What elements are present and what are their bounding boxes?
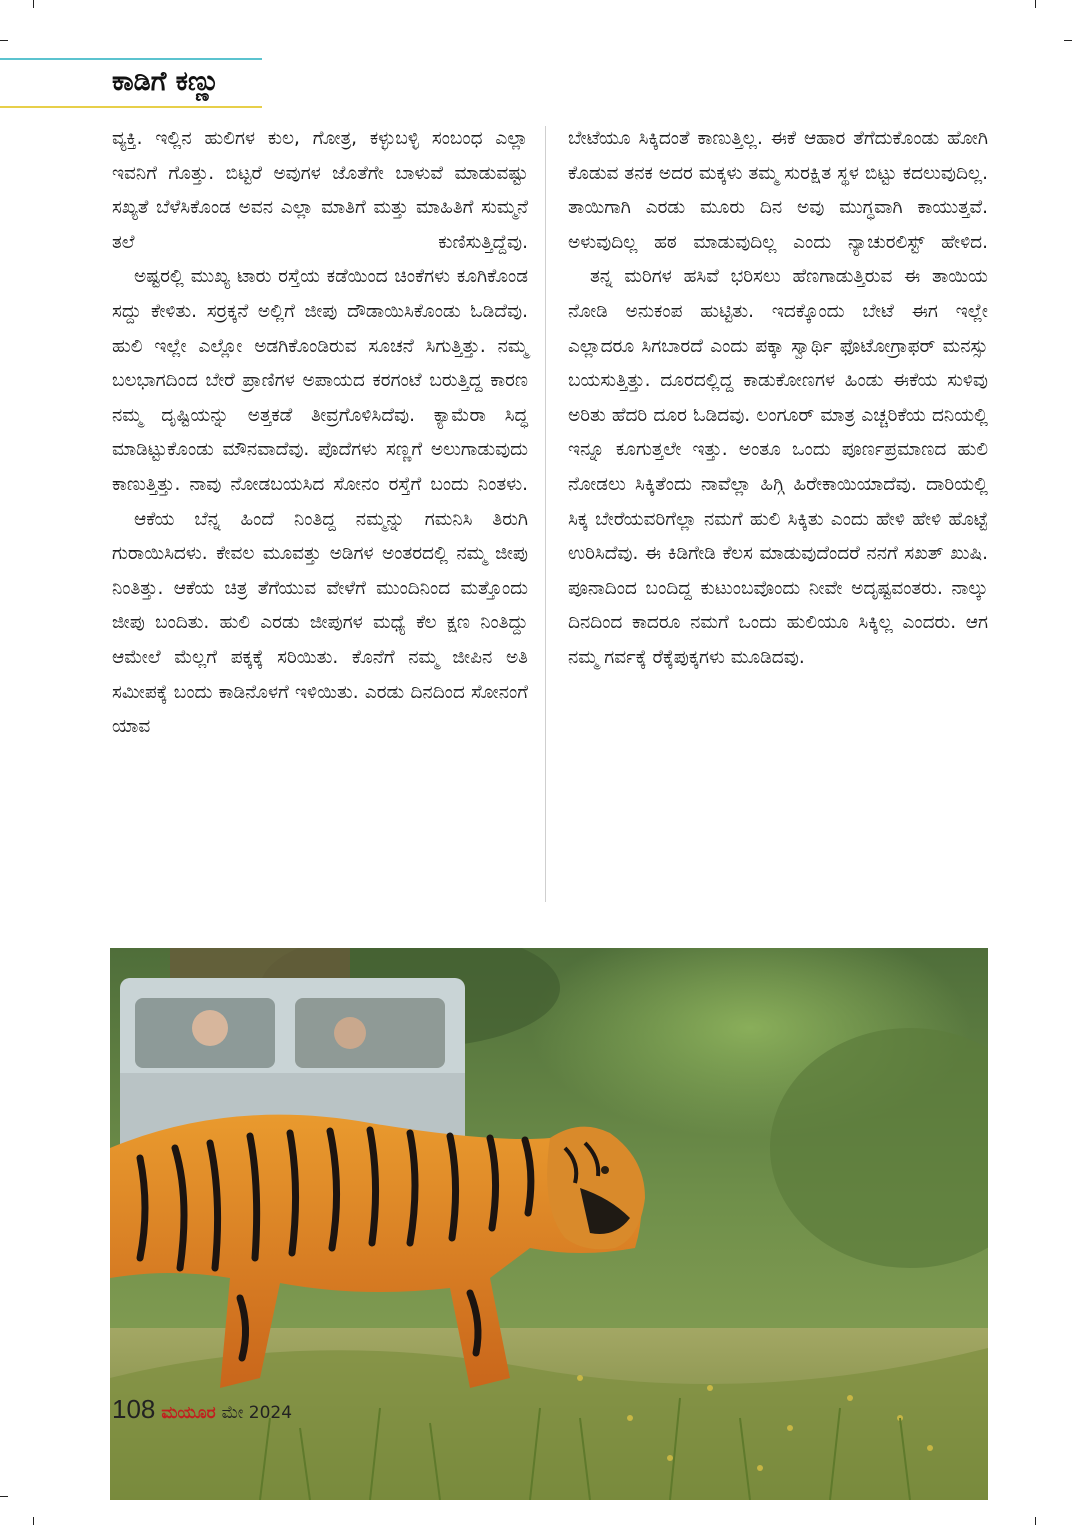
header-rule-top	[0, 58, 262, 60]
page-number: 108	[112, 1394, 156, 1424]
crop-mark	[1035, 0, 1036, 8]
crop-mark	[0, 40, 8, 41]
paragraph: ಆಕೆಯ ಬೆನ್ನ ಹಿಂದೆ ನಿಂತಿದ್ದ ನಮ್ಮನ್ನು ಗಮನಿಸಿ ತಿರುಗಿ ಗುರಾಯಿಸಿದಳು. ಕೇವಲ ಮೂವತ್ತು ಅಡಿಗಳ ಅಂತರದಲ್ಲಿ ನಮ್ಮ ಜೀಪು ನಿಂತಿತ್ತು. ಆಕೆಯ ಚಿತ್ರ ತೆಗೆಯುವ ವೇಳೆಗೆ ಮುಂದಿನಿಂದ ಮತ್ತೊಂದು ಜೀಪು ಬಂದಿತು. ಹುಲಿ ಎರಡು ಜೀಪುಗಳ ಮಧ್ಯೆ ಕೆಲ ಕ್ಷಣ ನಿಂತಿದ್ದು ಆಮೇಲೆ ಮೆಲ್ಲಗೆ ಪಕ್ಕಕ್ಕೆ ಸರಿಯಿತು. ಕೊನೆಗೆ ನಮ್ಮ ಜೀಪಿನ ಅತಿ ಸಮೀಪಕ್ಕೆ ಬಂದು ಕಾಡಿನೊಳಗೆ ಇಳಿಯಿತು. ಎರಡು ದಿನದಿಂದ ಸೋನಂಗೆ ಯಾವ	[112, 508, 528, 738]
crop-mark	[33, 0, 34, 8]
column-divider	[545, 126, 546, 902]
article-column-right	[568, 122, 988, 676]
crop-mark	[33, 1517, 34, 1525]
magazine-name: ಮಯೂರ	[161, 1403, 216, 1423]
header-rule-bottom	[0, 106, 262, 108]
crop-mark	[1064, 40, 1072, 41]
crop-mark	[0, 1496, 8, 1497]
paragraph: ವ್ಯಕ್ತಿ. ಇಲ್ಲಿನ ಹುಲಿಗಳ ಕುಲ, ಗೋತ್ರ, ಕಳ್ಳುಬಳ್ಳಿ ಸಂಬಂಧ ಎಲ್ಲಾ ಇವನಿಗೆ ಗೊತ್ತು. ಬಿಟ್ಟರೆ ಅವುಗಳ ಜೊತೆಗೇ ಬಾಳುವೆ ಮಾಡುವಷ್ಟು ಸಖ್ಯತೆ ಬೆಳೆಸಿಕೊಂಡ ಅವನ ಎಲ್ಲಾ ಮಾತಿಗೆ ಮತ್ತು ಮಾಹಿತಿಗೆ ಸುಮ್ಮನೆ ತಲೆ ಕುಣಿಸುತ್ತಿದ್ದೆವು.	[112, 128, 528, 253]
paragraph: ಅಷ್ಟರಲ್ಲಿ ಮುಖ್ಯ ಟಾರು ರಸ್ತೆಯ ಕಡೆಯಿಂದ ಚಿಂಕೆಗಳು ಕೂಗಿಕೊಂಡ ಸದ್ದು ಕೇಳಿತು. ಸರ್ರಕ್ಕನೆ ಅಲ್ಲಿಗೆ ಜೀಪು ದೌಡಾಯಿಸಿಕೊಂಡು ಓಡಿದೆವು. ಹುಲಿ ಇಲ್ಲೇ ಎಲ್ಲೋ ಅಡಗಿಕೊಂಡಿರುವ ಸೂಚನೆ ಸಿಗುತ್ತಿತ್ತು. ನಮ್ಮ ಬಲಭಾಗದಿಂದ ಬೇರೆ ಪ್ರಾಣಿಗಳ ಅಪಾಯದ ಕರಗಂಟೆ ಬರುತ್ತಿದ್ದ ಕಾರಣ ನಮ್ಮ ದೃಷ್ಟಿಯನ್ನು ಅತ್ತಕಡೆ ತೀವ್ರಗೊಳಿಸಿದೆವು. ಕ್ಯಾಮೆರಾ ಸಿದ್ಧ ಮಾಡಿಟ್ಟುಕೊಂಡು ಮೌನವಾದೆವು. ಪೊದೆಗಳು ಸಣ್ಣಗೆ ಅಲುಗಾಡುವುದು ಕಾಣುತ್ತಿತ್ತು. ನಾವು ನೋಡಬಯಸಿದ ಸೋನಂ ರಸ್ತೆಗೆ ಬಂದು ನಿಂತಳು.	[112, 266, 528, 495]
crop-mark	[1035, 1517, 1036, 1525]
paragraph: ಬೇಟೆಯೂ ಸಿಕ್ಕಿದಂತೆ ಕಾಣುತ್ತಿಲ್ಲ. ಈಕೆ ಆಹಾರ ತೆಗೆದುಕೊಂಡು ಹೋಗಿ ಕೊಡುವ ತನಕ ಅದರ ಮಕ್ಕಳು ತಮ್ಮ ಸುರಕ್ಷಿತ ಸ್ಥಳ ಬಿಟ್ಟು ಕದಲುವುದಿಲ್ಲ. ತಾಯಿಗಾಗಿ ಎರಡು ಮೂರು ದಿನ ಅವು ಮುಗ್ಧವಾಗಿ ಕಾಯುತ್ತವೆ. ಅಳುವುದಿಲ್ಲ ಹಠ ಮಾಡುವುದಿಲ್ಲ ಎಂದು ನ್ಯಾಚುರಲಿಸ್ಟ್ ಹೇಳಿದ.	[568, 128, 988, 253]
issue-date: ಮೇ 2024	[221, 1403, 293, 1423]
page-folio	[112, 1394, 292, 1425]
article-column-left	[112, 122, 528, 745]
section-header	[0, 58, 262, 110]
section-title: ಕಾಡಿಗೆ ಕಣ್ಣು	[112, 66, 220, 97]
paragraph: ತನ್ನ ಮರಿಗಳ ಹಸಿವೆ ಭರಿಸಲು ಹೆಣಗಾಡುತ್ತಿರುವ ಈ ತಾಯಿಯ ನೋಡಿ ಅನುಕಂಪ ಹುಟ್ಟಿತು. ಇದಕ್ಕೊಂದು ಬೇಟೆ ಈಗ ಇಲ್ಲೇ ಎಲ್ಲಾದರೂ ಸಿಗಬಾರದೆ ಎಂದು ಪಕ್ಕಾ ಸ್ವಾರ್ಥಿ ಫೊಟೋಗ್ರಾಫರ್ ಮನಸ್ಸು ಬಯಸುತ್ತಿತ್ತು. ದೂರದಲ್ಲಿದ್ದ ಕಾಡುಕೋಣಗಳ ಹಿಂಡು ಈಕೆಯ ಸುಳಿವು ಅರಿತು ಹೆದರಿ ದೂರ ಓಡಿದವು. ಲಂಗೂರ್ ಮಾತ್ರ ಎಚ್ಚರಿಕೆಯ ದನಿಯಲ್ಲಿ ಇನ್ನೂ ಕೂಗುತ್ತಲೇ ಇತ್ತು. ಅಂತೂ ಒಂದು ಪೂರ್ಣಪ್ರಮಾಣದ ಹುಲಿ ನೋಡಲು ಸಿಕ್ಕಿತೆಂದು ನಾವೆಲ್ಲಾ ಹಿಗ್ಗಿ ಹಿರೇಕಾಯಿಯಾದೆವು. ದಾರಿಯಲ್ಲಿ ಸಿಕ್ಕ ಬೇರೆಯವರಿಗೆಲ್ಲಾ ನಮಗೆ ಹುಲಿ ಸಿಕ್ಕಿತು ಎಂದು ಹೇಳಿ ಹೇಳಿ ಹೊಟ್ಟೆ ಉರಿಸಿದೆವು. ಈ ಕಿಡಿಗೇಡಿ ಕೆಲಸ ಮಾಡುವುದೆಂದರೆ ನನಗೆ ಸಖತ್ ಖುಷಿ. ಪೂನಾದಿಂದ ಬಂದಿದ್ದ ಕುಟುಂಬವೊಂದು ನೀವೇ ಅದೃಷ್ಟವಂತರು. ನಾಲ್ಕು ದಿನದಿಂದ ಕಾದರೂ ನಮಗೆ ಒಂದು ಹುಲಿಯೂ ಸಿಕ್ಕಿಲ್ಲ ಎಂದರು. ಆಗ ನಮ್ಮ ಗರ್ವಕ್ಕೆ ರೆಕ್ಕೆಪುಕ್ಕಗಳು ಮೂಡಿದವು.	[568, 266, 988, 668]
